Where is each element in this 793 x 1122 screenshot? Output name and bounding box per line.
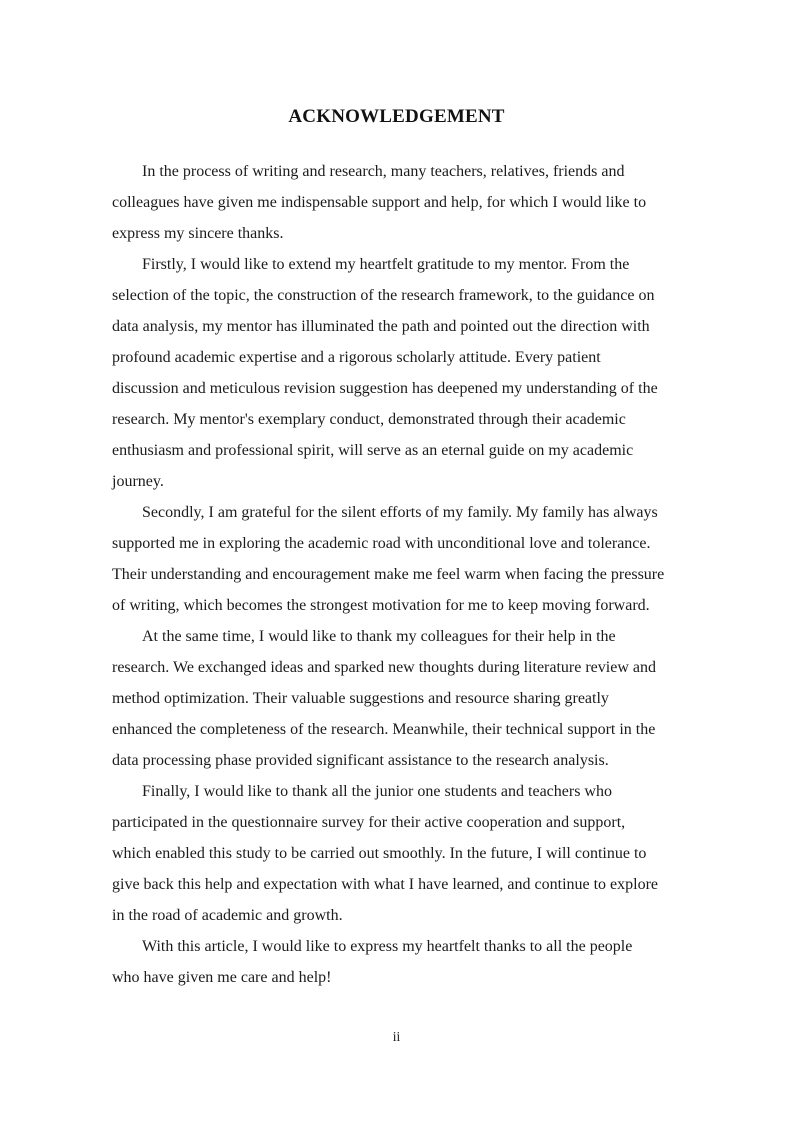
text-line: express my sincere thanks. [112,225,284,242]
document-body [112,156,681,993]
paragraph [112,497,681,621]
text-line: Finally, I would like to thank all the junior one students and teachers who [142,783,612,800]
paragraph [112,249,681,497]
text-line: At the same time, I would like to thank my colleagues for their help in the [142,628,616,645]
paragraph [112,156,681,249]
text-line: who have given me care and help! [112,969,332,986]
text-line: which enabled this study to be carried out smoothly. In the future, I will continue to [112,845,647,862]
text-line: data analysis, my mentor has illuminated the path and pointed out the direction with [112,318,650,335]
text-line: enhanced the completeness of the research. Meanwhile, their technical support in the [112,721,656,738]
text-line: supported me in exploring the academic road with unconditional love and tolerance. [112,535,651,552]
text-line: Firstly, I would like to extend my heartfelt gratitude to my mentor. From the [142,256,630,273]
text-line: in the road of academic and growth. [112,907,343,924]
page-title: ACKNOWLEDGEMENT [288,106,505,127]
text-line: research. My mentor's exemplary conduct, demonstrated through their academic [112,411,626,428]
paragraph [112,931,681,993]
text-line: participated in the questionnaire survey for their active cooperation and support, [112,814,626,831]
text-line: colleagues have given me indispensable support and help, for which I would like to [112,194,647,211]
text-line: discussion and meticulous revision suggestion has deepened my understanding of the [112,380,658,397]
text-line: With this article, I would like to express my heartfelt thanks to all the people [142,938,633,955]
text-line: research. We exchanged ideas and sparked new thoughts during literature review and [112,659,656,676]
text-line: data processing phase provided significant assistance to the research analysis. [112,752,609,769]
text-line: of writing, which becomes the strongest motivation for me to keep moving forward. [112,597,650,614]
page-number: ii [392,1029,401,1044]
text-line: In the process of writing and research, many teachers, relatives, friends and [142,163,625,180]
text-line: journey. [112,473,164,490]
paragraph [112,621,681,776]
paragraph [112,776,681,931]
text-line: selection of the topic, the construction of the research framework, to the guidance on [112,287,655,304]
text-line: give back this help and expectation with what I have learned, and continue to explore [112,876,659,893]
text-line: Secondly, I am grateful for the silent efforts of my family. My family has always [142,504,658,521]
text-line: Their understanding and encouragement make me feel warm when facing the pressure [112,566,665,583]
text-line: profound academic expertise and a rigorous scholarly attitude. Every patient [112,349,601,366]
text-line: enthusiasm and professional spirit, will serve as an eternal guide on my academic [112,442,634,459]
text-line: method optimization. Their valuable suggestions and resource sharing greatly [112,690,609,707]
